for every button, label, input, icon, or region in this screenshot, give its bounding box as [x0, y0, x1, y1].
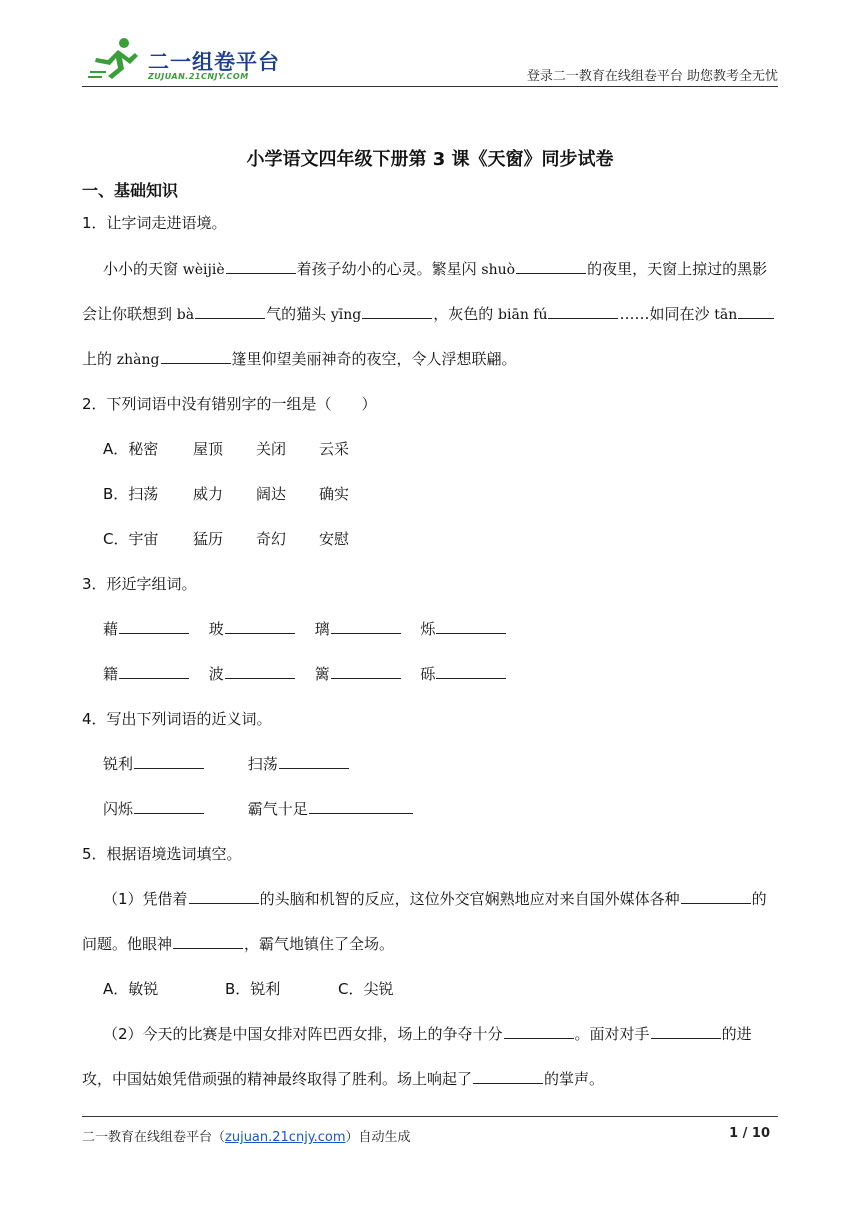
question-3-row-1: 藉 玻 璃 烁	[103, 618, 507, 639]
question-5-part-2-line-1: （2）今天的比赛是中国女排对阵巴西女排，场上的争夺十分 。面对对手 的进	[103, 1025, 752, 1043]
logo	[88, 36, 288, 84]
question-2-stem: 2．下列词语中没有错别字的一组是（ ）	[82, 395, 377, 413]
answer-blank[interactable]	[279, 753, 349, 769]
answer-blank[interactable]	[504, 1023, 574, 1039]
question-5-part-1-line-2: 问题。他眼神 ，霸气地镇住了全场。	[82, 935, 395, 953]
option-b[interactable]: B．扫荡 威力 阔达 确实	[103, 485, 350, 503]
page-title: 小学语文四年级下册第 3 课《天窗》同步试卷	[246, 149, 614, 170]
runner-logo-icon	[88, 36, 144, 80]
answer-blank[interactable]	[189, 888, 259, 904]
question-3-stem: 3．形近字组词。	[82, 575, 197, 593]
header-slogan: 登录二一教育在线组卷平台 助您教考全无忧	[526, 69, 778, 84]
option-b[interactable]: B．锐利	[225, 980, 281, 998]
question-4-row-2: 闪烁 霸气十足	[103, 798, 414, 819]
answer-blank[interactable]	[173, 933, 243, 949]
question-1-line-3: 上的 zhàng 篷里仰望美丽神奇的夜空，令人浮想联翩。	[82, 350, 517, 368]
answer-blank[interactable]	[161, 348, 231, 364]
answer-blank[interactable]	[226, 258, 296, 274]
question-1-stem: 1．让字词走进语境。	[82, 214, 227, 232]
option-a[interactable]: A．敏锐	[103, 980, 159, 998]
answer-blank[interactable]	[651, 1023, 721, 1039]
answer-blank[interactable]	[331, 618, 401, 634]
question-4-row-1: 锐利 扫荡	[103, 753, 350, 774]
answer-blank[interactable]	[309, 798, 413, 814]
question-5-part-2-line-2: 攻，中国姑娘凭借顽强的精神最终取得了胜利。场上响起了 的掌声。	[82, 1070, 605, 1088]
logo-subtitle: ZUJUAN.21CNJY.COM	[148, 72, 249, 81]
question-1-line-2: 会让你联想到 bà 气的猫头 yīng ，灰色的 biān fú ……如同在沙 tān	[82, 303, 775, 324]
footer-source: 二一教育在线组卷平台（zujuan.21cnjy.com）自动生成	[82, 1130, 411, 1145]
section-heading: 一、基础知识	[82, 181, 179, 200]
option-c[interactable]: C．尖锐	[338, 980, 394, 998]
question-4-stem: 4．写出下列词语的近义词。	[82, 710, 272, 728]
page-number: 1 / 10	[729, 1126, 770, 1141]
answer-blank[interactable]	[119, 663, 189, 679]
option-a[interactable]: A．秘密 屋顶 关闭 云采	[103, 440, 350, 458]
answer-blank[interactable]	[225, 663, 295, 679]
answer-blank[interactable]	[473, 1068, 543, 1084]
answer-blank[interactable]	[225, 618, 295, 634]
answer-blank[interactable]	[119, 618, 189, 634]
logo-title: 二一组卷平台	[148, 50, 280, 74]
answer-blank[interactable]	[516, 258, 586, 274]
answer-blank[interactable]	[681, 888, 751, 904]
question-5-options	[103, 978, 393, 999]
answer-blank[interactable]	[436, 618, 506, 634]
header-divider	[82, 86, 778, 87]
answer-blank[interactable]	[195, 303, 265, 319]
answer-blank[interactable]	[331, 663, 401, 679]
footer-link[interactable]: zujuan.21cnjy.com	[225, 1130, 346, 1145]
answer-blank[interactable]	[362, 303, 432, 319]
question-5-part-1-line-1: （1）凭借着 的头脑和机智的反应，这位外交官娴熟地应对来自国外媒体各种 的	[103, 890, 767, 908]
answer-blank[interactable]	[738, 303, 774, 319]
option-c[interactable]: C．宇宙 猛历 奇幻 安慰	[103, 530, 350, 548]
question-5-stem: 5．根据语境选词填空。	[82, 845, 242, 863]
footer-divider	[82, 1116, 778, 1117]
question-1-line-1: 小小的天窗 wèijiè 着孩子幼小的心灵。繁星闪 shuò 的夜里，天窗上掠过的黑影	[103, 260, 768, 278]
answer-blank[interactable]	[548, 303, 618, 319]
answer-blank[interactable]	[436, 663, 506, 679]
answer-blank[interactable]	[134, 753, 204, 769]
question-3-row-2: 籍 波 篱 砾	[103, 663, 507, 684]
answer-blank[interactable]	[134, 798, 204, 814]
